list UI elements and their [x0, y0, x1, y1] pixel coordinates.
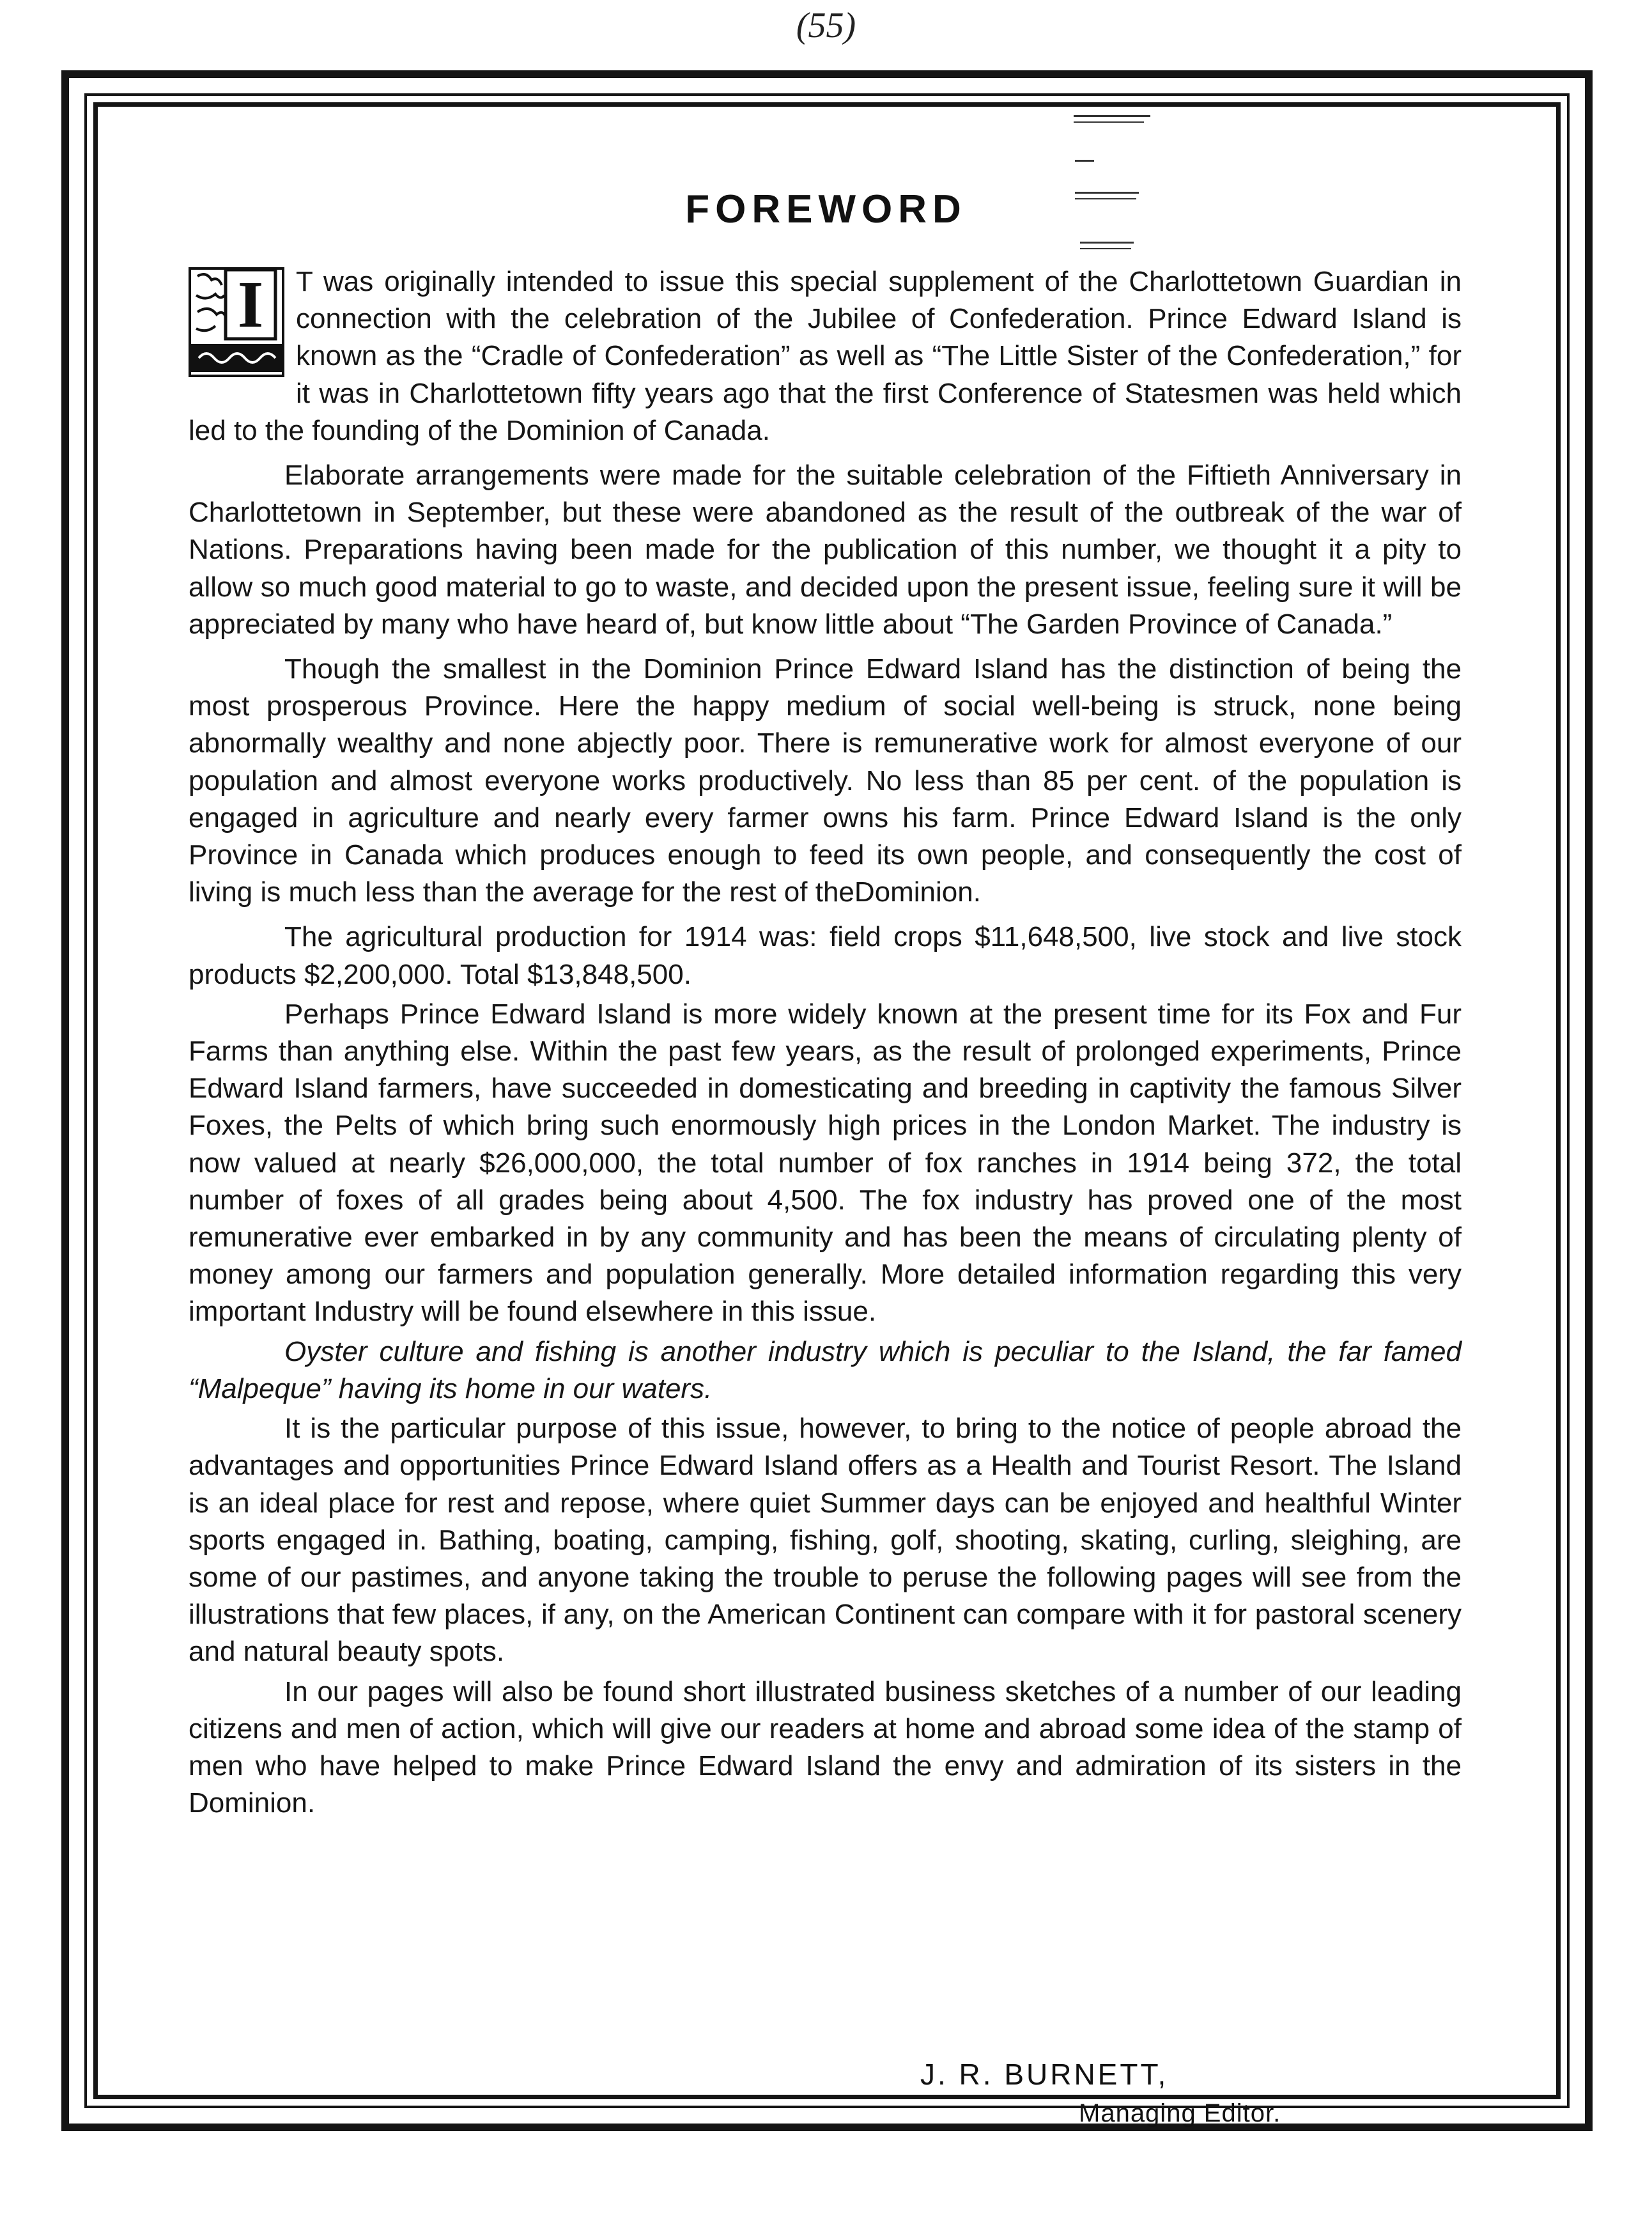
- paragraph-8: In our pages will also be found short illustrated business sketches of a number of our leading citizens and men of action, which will give our readers at home and abroad some idea of the stamp of men who have helped to make Prince Edward Island the envy and admiration of its sisters in the Dominion.: [189, 1675, 1462, 1819]
- paragraph-3: Though the smallest in the Dominion Prince Edward Island has the distinction of being the most prosperous Province. Here the happy medium of social well-being is struck, none being abnormally wealthy and none abjectly poor. There is remunerative work for almost everyone of our population and almost everyone works productively. No less than 85 per cent. of the population is engaged in agriculture and nearly every farmer owns his farm. Prince Edward Island is the only Province in Canada which produces enough to feed its own people, and consequently the cost of living is much less than the average for the rest of theDominion.: [189, 653, 1462, 908]
- signature-title: Managing Editor.: [1079, 2099, 1281, 2127]
- paragraph-7: It is the particular purpose of this issue, however, to bring to the notice of people abroad the advantages and opportunities Prince Edward Island offers as a Health and Tourist Resort. The Island is an ideal place for rest and repose, where quiet Summer days can be enjoyed and healthful Winter sports engaged in. Bathing, boating, camping, fishing, golf, shooting, skating, curling, sleighing, are some of our pastimes, and anyone taking the trouble to peruse the following pages will see from the illustrations that few places, if any, on the American Continent can compare with it for pastoral scenery and natural beauty spots.: [189, 1413, 1462, 1668]
- signature-name: J. R. BURNETT,: [920, 2058, 1169, 2091]
- paragraph-2: Elaborate arrangements were made for the suitable celebration of the Fiftieth Anniversary in Charlottetown in September, but these were abandoned as the result of the outbreak of the war of Nations. Preparations having been made for the publication of this number, we thought it a pity to allow so much good material to go to waste, and decided upon the present issue, feeling sure it will be appreciated by many who have heard of, but know little about “The Garden Province of Canada.”: [189, 460, 1462, 640]
- paragraph-1-text: T was originally intended to issue this special supplement of the Charlottetown Guardian in connection with the celebration of the Jubilee of Confederation. Prince Edward Island is known as the “Cradle of Confederation” as well as “The Little Sister of the Confederation,” for it was in Charlottetown fifty years ago that the first Conference of Statesmen was held which led to the founding of the Dominion of Canada.: [189, 266, 1462, 446]
- paragraph-6: Oyster culture and fishing is another industry which is peculiar to the Island, the far famed “Malpeque” having its home in our waters.: [189, 1335, 1462, 1404]
- decorative-rules: [1061, 102, 1163, 268]
- dropcap-letter: I: [237, 268, 264, 341]
- foreword-body: [189, 263, 1462, 1822]
- page-number: (55): [796, 6, 856, 45]
- paragraph-5: Perhaps Prince Edward Island is more widely known at the present time for its Fox and Fur Farms than anything else. Within the past few years, as the result of prolonged experiments, Prince Edward Island farmers, have succeeded in domesticating and breeding in captivity the famous Silver Foxes, the Pelts of which bring such enormously high prices in the London Market. The industry is now valued at nearly $26,000,000, the total number of fox ranches in 1914 being 372, the total number of foxes of all grades being about 4,500. The fox industry has proved one of the most remunerative ever embarked in by any community and has been the means of circulating plenty of money among our farmers and population generally. More detailed information regarding this very important Industry will be found elsewhere in this issue.: [189, 998, 1462, 1328]
- dropcap: [189, 267, 284, 377]
- paragraph-1: [189, 263, 1462, 449]
- paragraph-4: The agricultural production for 1914 was: field crops $11,648,500, live stock and live stock products $2,200,000. Total $13,848,500.: [189, 921, 1462, 990]
- page-title: FOREWORD: [685, 187, 967, 231]
